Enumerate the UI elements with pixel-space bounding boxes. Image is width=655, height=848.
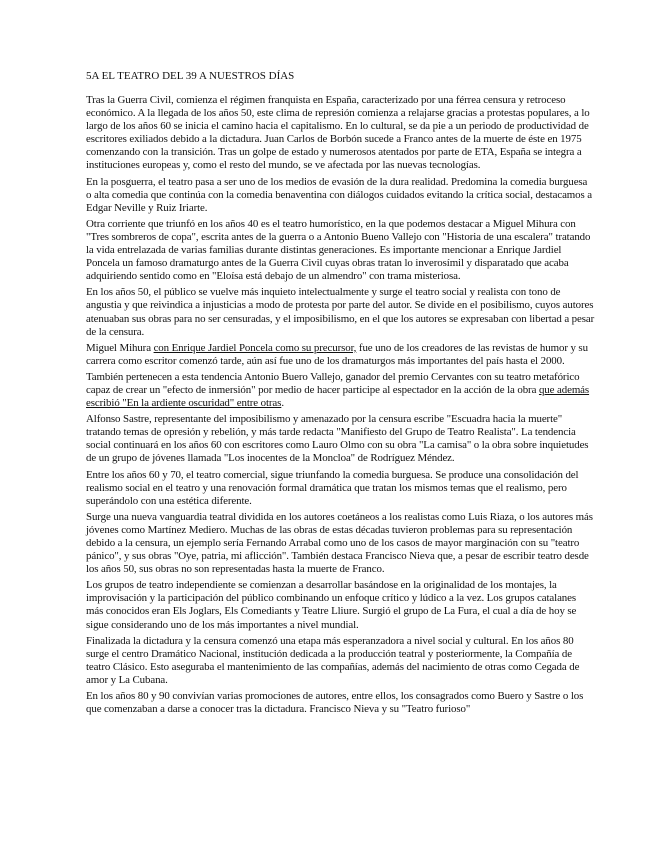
paragraph-comedia-burguesa: En la posguerra, el teatro pasa a ser uno de los medios de evasión de la dura realidad. Predomina la comedia burguesa o alta comedia que continúa con la comedia benaventina con diálogos cuidados evitando la crítica social, destacamos a Edgar Neville y Ruiz Iriarte.	[86, 175, 593, 214]
paragraph-nueva-vanguardia: Surge una nueva vanguardia teatral dividida en los autores coetáneos a los realistas como Luis Riaza, o los autores más jóvenes como Martínez Mediero. Muchas de las obras de estas décadas tuvieron problemas para su representación debido a la censura, un ejemplo sería Fernando Arrabal como uno de los casos de mayor marginación con su "teatro pánico", y sus obras "Oye, patria, mi aflicción". También destaca Francisco Nieva que, a pesar de escribir teatro desde los años 50, sus obras no son representadas hasta la muerte de Franco.	[86, 510, 593, 576]
paragraph-miguel-mihura	[86, 342, 595, 368]
paragraph-teatro-social: En los años 50, el público se vuelve más inquieto intelectualmente y surge el teatro social y realista con tono de angustia y que reivindica a injusticias a modo de protesta por parte del autor. Se divide en el posibilismo, cuyos autores atenuaban sus obras para no ser censuradas, y el imposibilismo, en el que los autores se expresaban con libertad a pesar de la censura.	[86, 286, 595, 338]
paragraph-fin-dictadura: Finalizada la dictadura y la censura comenzó una etapa más esperanzadora a nivel social y cultural. En los años 80 surge el centro Dramático Nacional, institución dedicada a la producción teatral y posteriormente, la Compañía de teatro Clásico. Esto aseguraba el mantenimiento de las compañías, además del nacimiento de otras como Cegada de amor y La Cubana.	[86, 634, 580, 686]
paragraph-teatro-comercial: Entre los años 60 y 70, el teatro comercial, sigue triunfando la comedia burguesa. Se produce una consolidación del realismo social en el teatro y una renovación formal dramática que tratan los mismos temas que el realismo, pero superándolo con una estética diferente.	[86, 468, 579, 507]
paragraph-text: fue uno de los creadores de las revistas de humor y su carrera como escritor comenzó tarde, aún así fue uno de los dramaturgos más importantes del país hasta el 2000.	[86, 341, 588, 367]
paragraph-anos-80-90: En los años 80 y 90 convivían varias promociones de autores, entre ellos, los consagrados como Buero y Sastre o los que comenzaban a darse a conocer tras la dictadura. Francisco Nieva y su "Teatro furioso"	[86, 690, 584, 716]
underlined-text: que además escribió "En la ardiente oscuridad" entre otras	[86, 383, 590, 410]
paragraph-text: .	[281, 397, 284, 410]
paragraph-buero-vallejo	[86, 371, 595, 410]
document-title: 5A EL TEATRO DEL 39 A NUESTROS DÍAS	[86, 70, 295, 82]
paragraph-alfonso-sastre: Alfonso Sastre, representante del imposibilismo y amenazado por la censura escribe "Escuadra hacia la muerte" tratando temas de opresión y rebelión, y más tarde redacta "Manifiesto del Grupo de Teatro Realista". La tendencia social continuará en los años 60 con escritores como Lauro Olmo con su obra "La camisa" o la obra sobre inquietudes de un grupo de jóvenes llamada "Los inocentes de la Moncloa" de Rodríguez Méndez.	[86, 413, 589, 465]
paragraph-teatro-independiente: Los grupos de teatro independiente se comienzan a desarrollar basándose en la originalidad de los montajes, la improvisación y la participación del público combinando un enfoque crítico y lúdico a la vez. Los grupos catalanes más conocidos eran Els Joglars, Els Comediants y Teatre Lliure. Surgió el grupo de La Fura, el cual a día de hoy se sigue considerando uno de los más importantes a nivel mundial.	[86, 579, 577, 631]
paragraph-text: Miguel Mihura	[86, 341, 154, 354]
paragraph-teatro-humoristico: Otra corriente que triunfó en los años 40 es el teatro humorístico, en la que podemos destacar a Miguel Mihura con "Tres sombreros de copa", escrita antes de la guerra o a Antonio Bueno Vallejo con "Historia de una escalera" tratando la vida entrelazada de varias familias durante distintas generaciones. Es importante mencionar a Enrique Jardiel Poncela un famoso dramaturgo antes de la Guerra Civil cuyas obras tratan lo inverosímil y disparatado que acaba adquiriendo sentido como en "Eloísa está debajo de un almendro" con trama misteriosa.	[86, 217, 591, 283]
paragraph-posguerra-context: Tras la Guerra Civil, comienza el régimen franquista en España, caracterizado por una férrea censura y retroceso económico. A la llegada de los años 50, este clima de represión comienza a relajarse gracias a protestas populares, a lo largo de los años 60 se inicia el camino hacia el capitalismo. En lo cultural, se da pie a un periodo de productividad de escritores exiliados debido a la dictadura. Juan Carlos de Borbón sucede a Franco antes de la muerte de éste en 1975 comenzando con la transición. Tras un golpe de estado y numerosos atentados por parte de ETA, España se integra a instituciones europeas y, como el resto del mundo, se ve afectada por las nuevas tecnologías.	[86, 94, 590, 172]
underlined-text: con Enrique Jardiel Poncela como su precursor,	[153, 341, 357, 354]
paragraph-text: También pertenecen a esta tendencia Antonio Buero Vallejo, ganador del premio Cervantes con su teatro metafórico capaz de crear un "efecto de inmersión" por medio de hacer participe al espectador en la acción de la obra	[86, 370, 580, 396]
